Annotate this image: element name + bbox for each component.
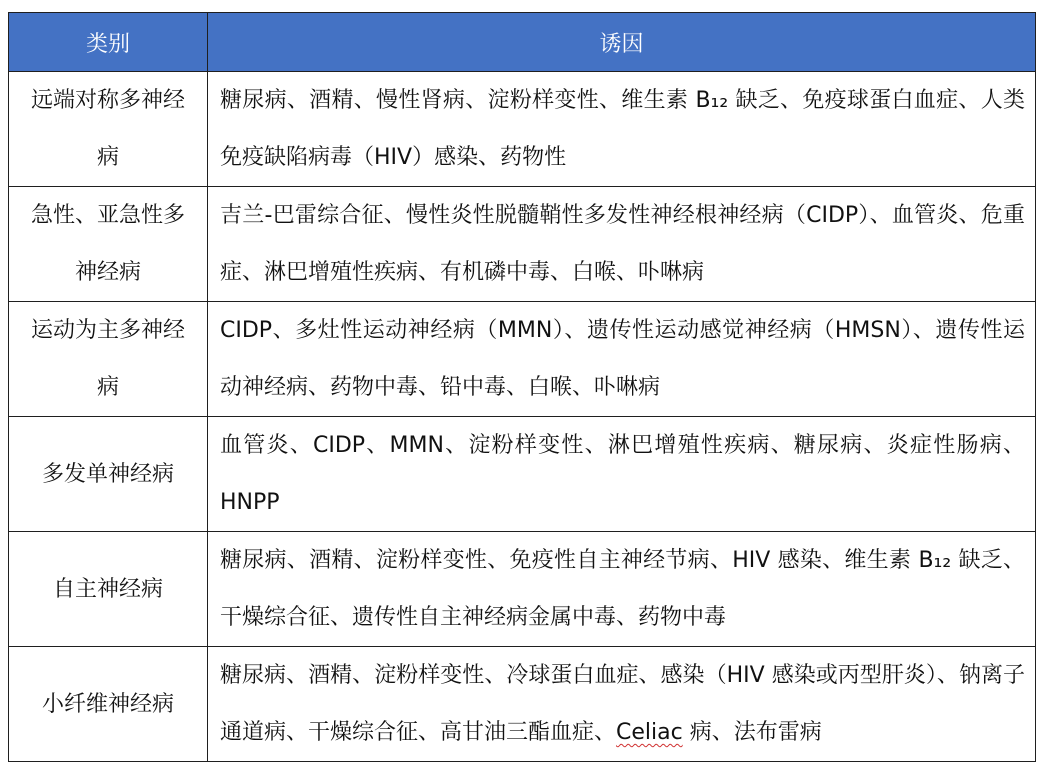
cause-text-tail: 病、法布雷病 <box>682 720 822 745</box>
cause-cell: 血管炎、CIDP、MMN、淀粉样变性、淋巴增殖性疾病、糖尿病、炎症性肠病、HNPP <box>208 417 1036 532</box>
table-row <box>9 417 1036 532</box>
category-cell: 运动为主多神经病 <box>9 302 208 417</box>
table-row <box>9 302 1036 417</box>
cause-cell: CIDP、多灶性运动神经病（MMN）、遗传性运动感觉神经病（HMSN）、遗传性运动神经病、药物中毒、铅中毒、白喉、卟啉病 <box>208 302 1036 417</box>
category-cell: 多发单神经病 <box>9 417 208 532</box>
category-cell: 小纤维神经病 <box>9 647 208 762</box>
header-cause: 诱因 <box>208 13 1036 72</box>
category-cell: 急性、亚急性多神经病 <box>9 187 208 302</box>
cause-cell <box>208 647 1036 762</box>
category-cell: 远端对称多神经病 <box>9 72 208 187</box>
cause-text: 糖尿病、酒精、淀粉样变性、冷球蛋白血症、感染（HIV 感染或丙型肝炎）、钠离子通道病、干燥综合征、高甘油三酯血症、 <box>220 663 1025 745</box>
table-row <box>9 532 1036 647</box>
header-row <box>9 13 1036 72</box>
cause-cell: 吉兰-巴雷综合征、慢性炎性脱髓鞘性多发性神经根神经病（CIDP）、血管炎、危重症、淋巴增殖性疾病、有机磷中毒、白喉、卟啉病 <box>208 187 1036 302</box>
header-category: 类别 <box>9 13 208 72</box>
category-cell: 自主神经病 <box>9 532 208 647</box>
cause-cell: 糖尿病、酒精、慢性肾病、淀粉样变性、维生素 B₁₂ 缺乏、免疫球蛋白血症、人类免疫缺陷病毒（HIV）感染、药物性 <box>208 72 1036 187</box>
etiology-table <box>8 12 1036 762</box>
cause-cell: 糖尿病、酒精、淀粉样变性、免疫性自主神经节病、HIV 感染、维生素 B₁₂ 缺乏、干燥综合征、遗传性自主神经病金属中毒、药物中毒 <box>208 532 1036 647</box>
table-row <box>9 187 1036 302</box>
table-row <box>9 72 1036 187</box>
spellcheck-marked-word: Celiac <box>616 720 683 745</box>
table-row <box>9 647 1036 762</box>
